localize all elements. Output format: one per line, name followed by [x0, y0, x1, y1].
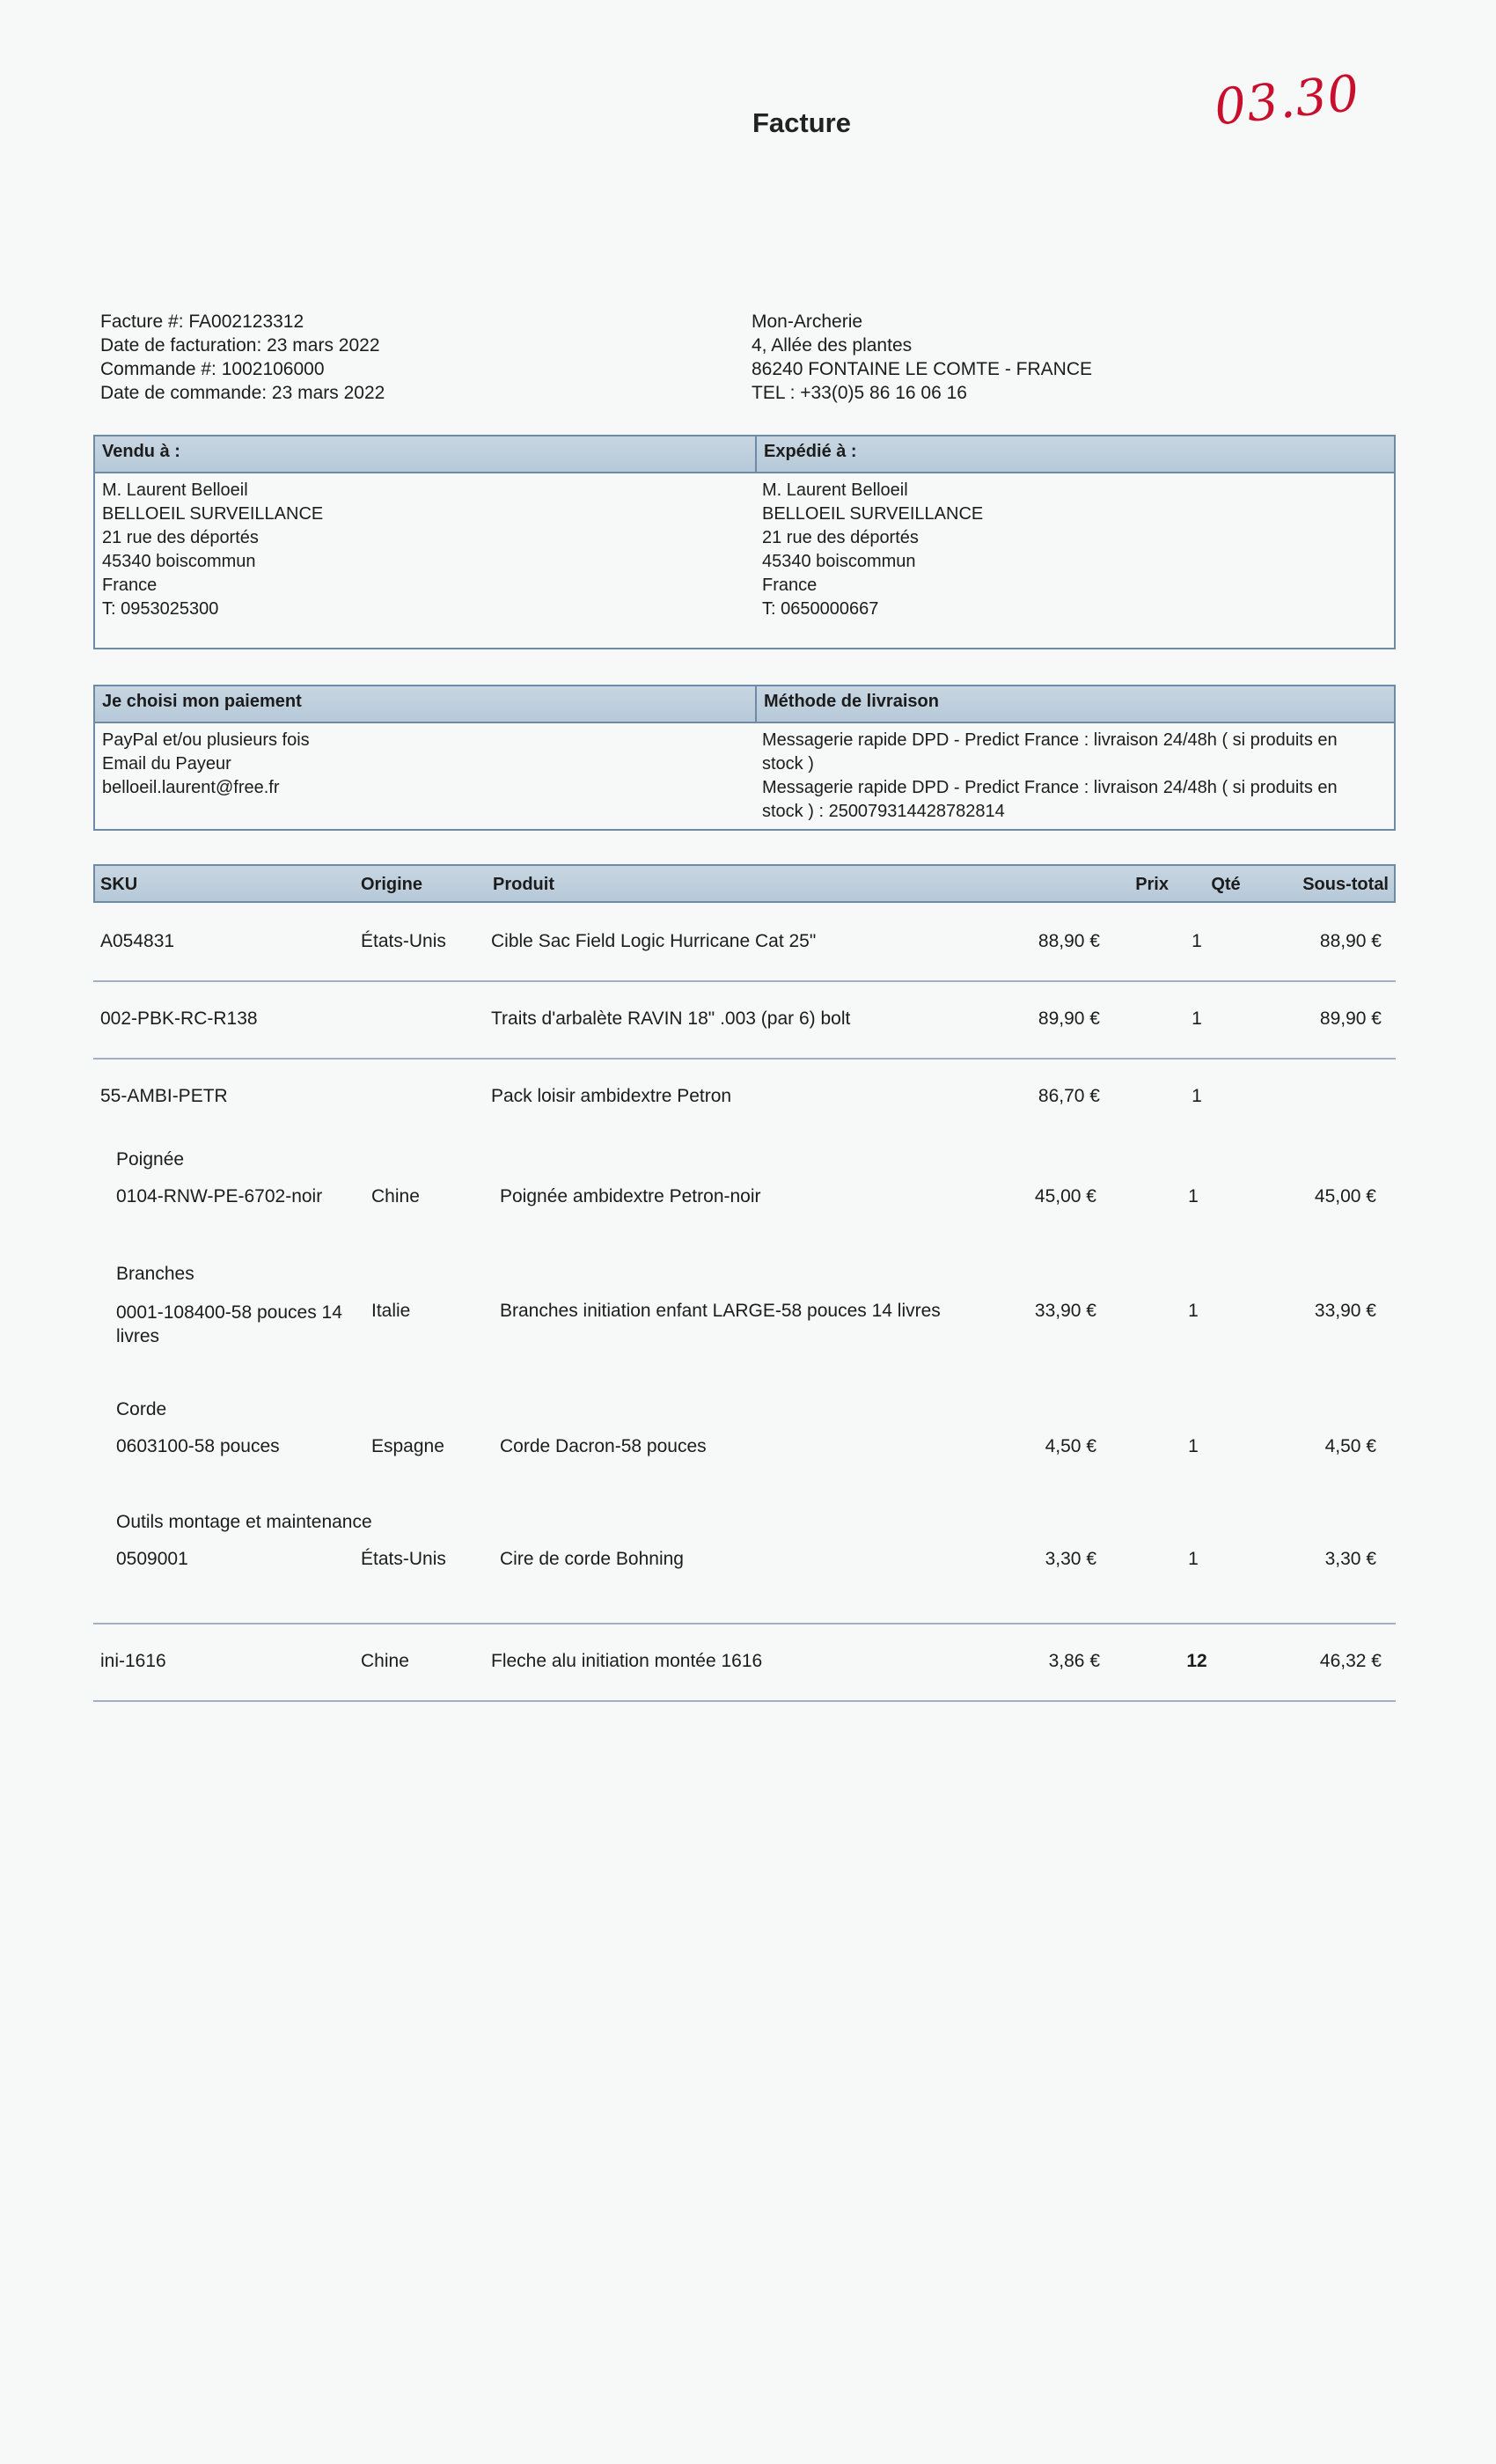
bundle-qty: 1 — [1188, 1186, 1199, 1206]
bundle-group-title: Outils montage et maintenance — [116, 1512, 372, 1532]
bundle-sku: 0603100-58 pouces — [116, 1436, 280, 1456]
bundle-origin: États-Unis — [361, 1549, 446, 1569]
shipped-to-line: France — [762, 576, 818, 595]
seller-street: 4, Allée des plantes — [752, 335, 913, 356]
shipping-label: Méthode de livraison — [764, 692, 939, 711]
bundle-subtotal: 4,50 € — [1324, 1436, 1376, 1456]
bundle-product: Corde Dacron-58 pouces — [500, 1436, 707, 1456]
shipped-to-label: Expédié à : — [764, 442, 857, 461]
item-sku: ini-1616 — [100, 1651, 166, 1671]
item-subtotal: 89,90 € — [1319, 1008, 1382, 1029]
payment-label: Je choisi mon paiement — [95, 686, 757, 722]
bundle-product: Cire de corde Bohning — [500, 1549, 684, 1569]
item-origin: États-Unis — [361, 931, 446, 951]
bundle-origin: Espagne — [371, 1436, 444, 1456]
invoice-number: Facture #: FA002123312 — [100, 312, 304, 332]
payment-shipping-box — [93, 685, 1396, 831]
bundle-subtotal: 45,00 € — [1314, 1186, 1376, 1206]
item-qty: 1 — [1192, 1086, 1202, 1106]
header-subtotal: Sous-total — [1302, 875, 1389, 894]
payment-method: PayPal et/ou plusieurs fois — [102, 730, 310, 750]
item-sku: 002-PBK-RC-R138 — [100, 1008, 258, 1029]
item-price: 88,90 € — [1038, 931, 1100, 951]
header-product: Produit — [493, 875, 554, 894]
bundle-subtotal: 3,30 € — [1324, 1549, 1376, 1569]
item-sku: 55-AMBI-PETR — [100, 1086, 228, 1106]
bundle-qty: 1 — [1188, 1301, 1199, 1321]
bundle-product: Poignée ambidextre Petron-noir — [500, 1186, 761, 1206]
row-divider — [93, 1700, 1396, 1702]
header-price: Prix — [1135, 875, 1169, 894]
sold-to-line: BELLOEIL SURVEILLANCE — [102, 504, 324, 524]
header-origin: Origine — [361, 875, 423, 894]
item-product: Traits d'arbalète RAVIN 18" .003 (par 6) bolt — [491, 1008, 851, 1029]
sold-to-line: M. Laurent Belloeil — [102, 480, 248, 500]
shipped-to-line: T: 0650000667 — [762, 599, 879, 619]
shipping-line: stock ) — [762, 754, 814, 774]
shipped-to-line: 21 rue des déportés — [762, 528, 919, 547]
header-qty: Qté — [1211, 875, 1241, 894]
bundle-sku — [116, 1301, 342, 1348]
bundle-origin: Italie — [371, 1301, 411, 1321]
item-qty: 1 — [1192, 1008, 1202, 1029]
item-qty: 12 — [1186, 1651, 1207, 1671]
header-sku: SKU — [100, 875, 138, 894]
item-price: 86,70 € — [1038, 1086, 1100, 1106]
bundle-product: Branches initiation enfant LARGE-58 pouces 14 livres — [500, 1301, 941, 1321]
shipping-details — [755, 723, 1394, 829]
bundle-group-title: Corde — [116, 1399, 167, 1419]
bundle-qty: 1 — [1188, 1549, 1199, 1569]
sold-to-line: T: 0953025300 — [102, 599, 219, 619]
item-subtotal: 88,90 € — [1319, 931, 1382, 951]
sold-to-line: France — [102, 576, 158, 595]
seller-city: 86240 FONTAINE LE COMTE - FRANCE — [752, 359, 1093, 379]
item-product: Pack loisir ambidextre Petron — [491, 1086, 732, 1106]
handwritten-note: 03.30 — [1212, 64, 1363, 137]
shipping-line: Messagerie rapide DPD - Predict France : livraison 24/48h ( si produits en — [762, 730, 1338, 750]
shipped-to-line: BELLOEIL SURVEILLANCE — [762, 504, 984, 524]
sold-to-line: 45340 boiscommun — [102, 552, 256, 571]
bundle-origin: Chine — [371, 1186, 420, 1206]
bundle-price: 4,50 € — [1045, 1436, 1096, 1456]
payer-email-label: Email du Payeur — [102, 754, 231, 774]
seller-info — [752, 310, 1092, 405]
bundle-sku: 0104-RNW-PE-6702-noir — [116, 1186, 323, 1206]
shipped-to-address — [755, 473, 1394, 627]
item-sku: A054831 — [100, 931, 175, 951]
sold-to-address — [95, 473, 755, 627]
row-divider — [93, 1623, 1396, 1624]
seller-name: Mon-Archerie — [752, 312, 863, 332]
bundle-price: 3,30 € — [1045, 1549, 1096, 1569]
shipped-to-line: M. Laurent Belloeil — [762, 480, 908, 500]
bundle-group-title: Branches — [116, 1264, 194, 1284]
invoice-info — [100, 310, 385, 405]
bundle-group-title: Poignée — [116, 1149, 185, 1170]
bundle-subtotal: 33,90 € — [1314, 1301, 1376, 1321]
bundle-sku-line: 0001-108400-58 pouces 14 — [116, 1302, 342, 1323]
bundle-sku: 0509001 — [116, 1549, 188, 1569]
bundle-qty: 1 — [1188, 1436, 1199, 1456]
sold-to-line: 21 rue des déportés — [102, 528, 259, 547]
seller-phone: TEL : +33(0)5 86 16 06 16 — [752, 383, 967, 403]
payer-email: belloeil.laurent@free.fr — [102, 778, 280, 797]
tracking-line: stock ) : 250079314428782814 — [762, 802, 1005, 821]
item-qty: 1 — [1192, 931, 1202, 951]
payment-details — [95, 723, 755, 829]
invoice-date: Date de facturation: 23 mars 2022 — [100, 335, 380, 356]
order-number: Commande #: 1002106000 — [100, 359, 325, 379]
shipping-line: Messagerie rapide DPD - Predict France : livraison 24/48h ( si produits en — [762, 778, 1338, 797]
addresses-box — [93, 435, 1396, 649]
item-origin: Chine — [361, 1651, 409, 1671]
bundle-price: 33,90 € — [1034, 1301, 1096, 1321]
row-divider — [93, 980, 1396, 982]
item-product: Fleche alu initiation montée 1616 — [491, 1651, 763, 1671]
document-title: Facture — [752, 107, 851, 138]
sold-to-label: Vendu à : — [95, 436, 757, 472]
item-price: 89,90 € — [1038, 1008, 1100, 1029]
item-subtotal: 46,32 € — [1319, 1651, 1382, 1671]
items-table-header — [93, 864, 1396, 903]
bundle-sku-line: livres — [116, 1326, 160, 1346]
item-product: Cible Sac Field Logic Hurricane Cat 25" — [491, 931, 817, 951]
shipped-to-line: 45340 boiscommun — [762, 552, 916, 571]
order-date: Date de commande: 23 mars 2022 — [100, 383, 385, 403]
item-price: 3,86 € — [1048, 1651, 1100, 1671]
bundle-price: 45,00 € — [1034, 1186, 1096, 1206]
row-divider — [93, 1058, 1396, 1060]
